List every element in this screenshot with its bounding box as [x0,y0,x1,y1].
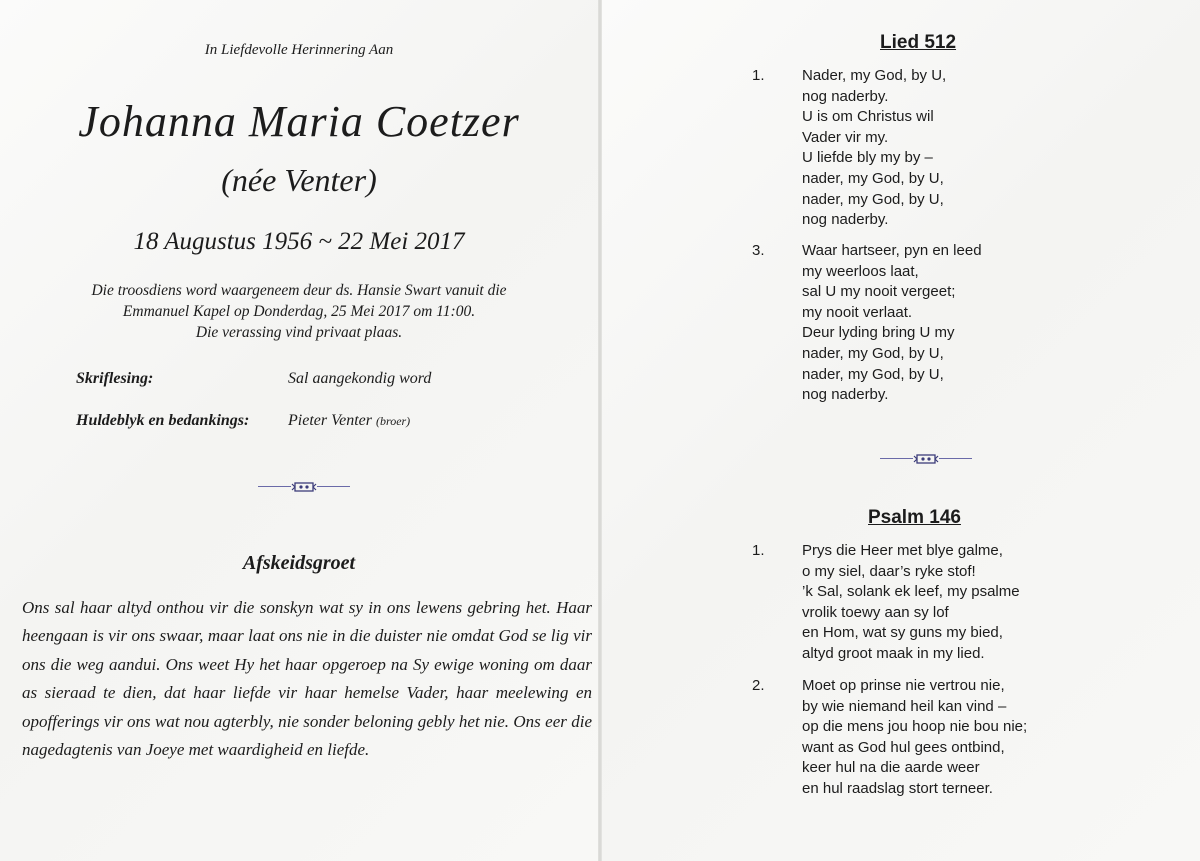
verse-number: 2. [752,677,765,694]
ornament-divider [258,480,350,494]
service-details [0,280,598,343]
program-label: Skriflesing: [76,370,154,387]
service-line: Emmanuel Kapel op Donderdag, 25 Mei 2017 om 11:00. [122,303,476,320]
scroll-ornament-icon [291,480,317,494]
hymn-verse [752,66,1172,236]
maiden-name: (née Venter) [221,162,377,198]
verse-lines: Prys die Heer met blye galme, o my siel, daar’s ryke stof! ’k Sal, solank ek leef, my psalme vrolik toewy aan sy lof en Hom, wat sy guns my bied, altyd groot maak in my lied. [802,542,1020,662]
left-page [0,0,598,861]
program-value: Sal aangekondig word [288,370,432,387]
service-line: Die verassing vind privaat plaas. [195,324,403,341]
verse-number: 1. [752,67,765,84]
program-note: (broer) [375,414,411,428]
hymn-verse [752,676,1172,806]
right-page [602,0,1200,861]
farewell-text: Ons sal haar altyd onthou vir die sonskyn wat sy in ons lewens gebring het. Haar heengaan is vir ons swaar, maar laat ons nie in die duister nie omdat God se lig vir ons die weg aandui. Ons weet Hy het haar opgeroep na Sy ewige woning om daar as sieraad te dien, dat haar liefde vir haar hemelse Vader, haar meelewing en opofferings vir ons wat nou agterbly, nie sonder beloning gebly het nie. Ons eer die nagedagtenis van Joeye met waardigheid en liefde. [22,598,592,760]
program-value: Pieter Venter (broer) [288,412,411,429]
life-dates: 18 Augustus 1956 ~ 22 Mei 2017 [133,228,465,255]
intro-text: In Liefdevolle Herinnering Aan [204,42,394,58]
deceased-name: Johanna Maria Coetzer [78,97,520,146]
hymn-title: Psalm 146 [868,507,961,528]
verse-lines: Waar hartseer, pyn en leed my weerloos laat, sal U my nooit vergeet; my nooit verlaat. Deur lyding bring U my nader, my God, by U, nader, my God, by U, nog naderby. [802,242,982,404]
service-line: Die troosdiens word waargeneem deur ds. Hansie Swart vanuit die [91,282,507,299]
hymn-verse [752,241,1172,411]
farewell-title: Afskeidsgroet [242,552,356,574]
verse-number: 3. [752,242,765,259]
verse-lines: Moet op prinse nie vertrou nie, by wie niemand heil kan vind – op die mens jou hoop nie bou nie; want as God hul gees ontbind, keer hul na die aarde weer en hul raadslag stort terneer. [802,677,1028,797]
verse-number: 1. [752,542,765,559]
verse-lines: Nader, my God, by U, nog naderby. U is om Christus wil Vader vir my. U liefde bly my by – nader, my God, by U, nader, my God, by U, nog naderby. [802,67,947,229]
scroll-ornament-icon [913,452,939,466]
hymn-verse [752,541,1172,671]
hymn-title: Lied 512 [880,32,957,53]
ornament-divider [880,452,972,466]
program-label: Huldeblyk en bedankings: [76,412,250,429]
